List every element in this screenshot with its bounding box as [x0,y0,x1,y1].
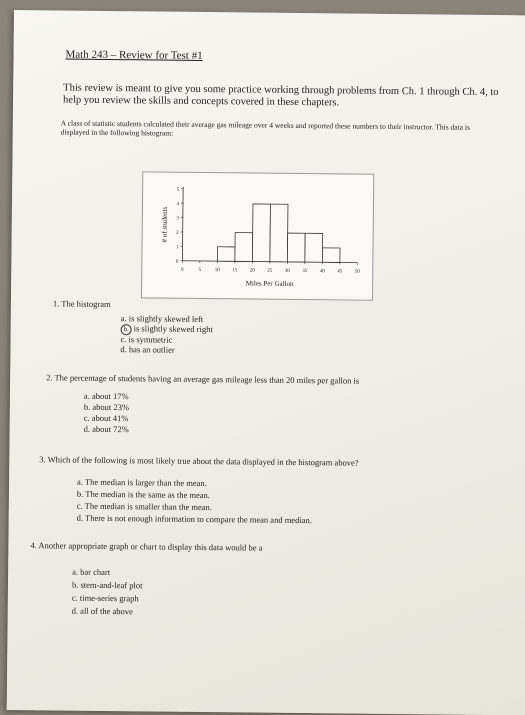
question-4-number: 4. [30,540,36,550]
histogram-bar [252,204,270,262]
q1-option-a-letter: a. [121,313,127,323]
question-2-number: 2. [46,372,52,382]
q3-option-d-letter: d. [77,513,83,523]
q1-option-c-text: is symmetric [129,334,173,344]
q1-option-c-letter: c. [121,334,127,344]
question-1-number: 1. [53,298,59,308]
q2-option-a[interactable] [84,391,129,401]
y-axis-line [182,187,183,261]
q2-option-d[interactable] [84,424,129,434]
histogram-bar [305,233,323,262]
q1-option-b-text: is slightly skewed right [134,323,213,334]
question-3 [39,454,358,467]
q4-option-b[interactable] [72,580,143,591]
question-1-text: The histogram [61,299,110,310]
x-tick-label: 25 [267,269,273,274]
question-2-text: The percentage of students having an average gas mileage less than 20 miles per gallon is [54,372,359,385]
q1-option-d-text: has an outlier [129,344,175,354]
q3-option-a-text: The median is larger than the mean. [85,477,207,488]
q2-option-d-text: about 72% [92,424,129,434]
x-tick-label: 35 [302,269,308,274]
intro-paragraph: This review is meant to give you some practice working through problems from Ch. 1 through Ch. 4, to help you review the skills and concepts covered in these chapters. [63,83,503,112]
q2-option-a-letter: a. [84,391,90,401]
q4-option-c[interactable] [72,593,139,604]
x-tick-label: 30 [285,269,291,274]
q3-option-b-text: The median is the same as the mean. [85,489,210,500]
x-tick-label: 45 [337,269,343,274]
question-1 [53,298,111,309]
x-tick-label: 5 [199,268,202,273]
q3-option-d[interactable] [77,513,312,525]
x-tick-label: 40 [320,269,326,274]
q2-option-d-letter: d. [84,424,90,434]
data-description: A class of statistic students calculated their average gas mileage over 4 weeks and reported these numbers to their instructor. This data is displayed in the following histogram: [61,118,491,141]
q4-option-d-text: all of the above [80,606,133,617]
histogram-bar [287,233,305,262]
q2-option-a-text: about 17% [92,391,129,401]
q1-option-d[interactable] [120,344,174,355]
histogram-svg [142,172,373,299]
q4-option-a[interactable] [72,567,110,577]
page-title: Math 243 – Review for Test #1 [65,49,202,62]
y-tick-label: 3 [176,217,179,222]
histogram-bar [322,248,340,263]
question-3-text: Which of the following is most likely true about the data displayed in the histogram above? [48,454,359,467]
q2-option-b-letter: b. [84,402,90,412]
x-tick-label: 10 [215,268,221,273]
worksheet-page [7,10,525,715]
q2-option-c-letter: c. [84,413,90,423]
x-tick-label: 20 [250,268,256,273]
q3-option-d-text: There is not enough information to compare the mean and median. [85,513,312,525]
q3-option-c-letter: c. [77,501,83,511]
x-axis-label: Miles Per Gallon [246,279,294,288]
x-tick-label: 15 [232,268,238,273]
q4-option-b-letter: b. [72,580,78,590]
q3-option-c[interactable] [77,501,212,512]
q4-option-c-text: time-series graph [80,593,139,604]
histogram-chart [141,171,374,300]
q2-option-b-text: about 23% [92,402,129,412]
question-2 [46,372,359,385]
circled-answer-mark: b. [121,324,132,335]
q2-option-b[interactable] [84,402,129,412]
q3-option-a[interactable] [77,477,207,488]
x-tick-label: 0 [181,268,184,273]
histogram-bar [270,204,288,262]
q3-option-b-letter: b. [77,489,83,499]
x-tick-label: 50 [355,270,361,275]
q1-option-c[interactable] [121,334,173,345]
y-tick-label: 5 [177,188,180,193]
q4-option-b-text: stem-and-leaf plot [80,580,142,591]
q2-option-c[interactable] [84,413,129,423]
q1-option-d-letter: d. [120,344,126,354]
question-4-text: Another appropriate graph or chart to display this data would be a [38,540,262,552]
question-4 [30,540,262,552]
q4-option-a-text: bar chart [80,567,110,577]
q3-option-c-text: The median is smaller than the mean. [85,501,212,512]
y-tick-label: 0 [176,260,179,265]
y-tick-label: 2 [176,231,179,236]
q4-option-d-letter: d. [72,606,78,616]
q4-option-d[interactable] [72,606,133,617]
q2-option-c-text: about 41% [92,413,129,423]
q4-option-c-letter: c. [72,593,78,603]
q3-option-b[interactable] [77,489,210,500]
y-axis-label: # of students [161,206,169,242]
q1-option-a-text: is slightly skewed left [129,313,203,324]
y-tick-label: 4 [176,202,179,207]
question-3-number: 3. [39,454,45,464]
q4-option-a-letter: a. [72,567,78,577]
histogram-bar [217,247,235,262]
q3-option-a-letter: a. [77,477,83,487]
histogram-bar [235,233,253,262]
y-tick-label: 1 [176,245,179,250]
